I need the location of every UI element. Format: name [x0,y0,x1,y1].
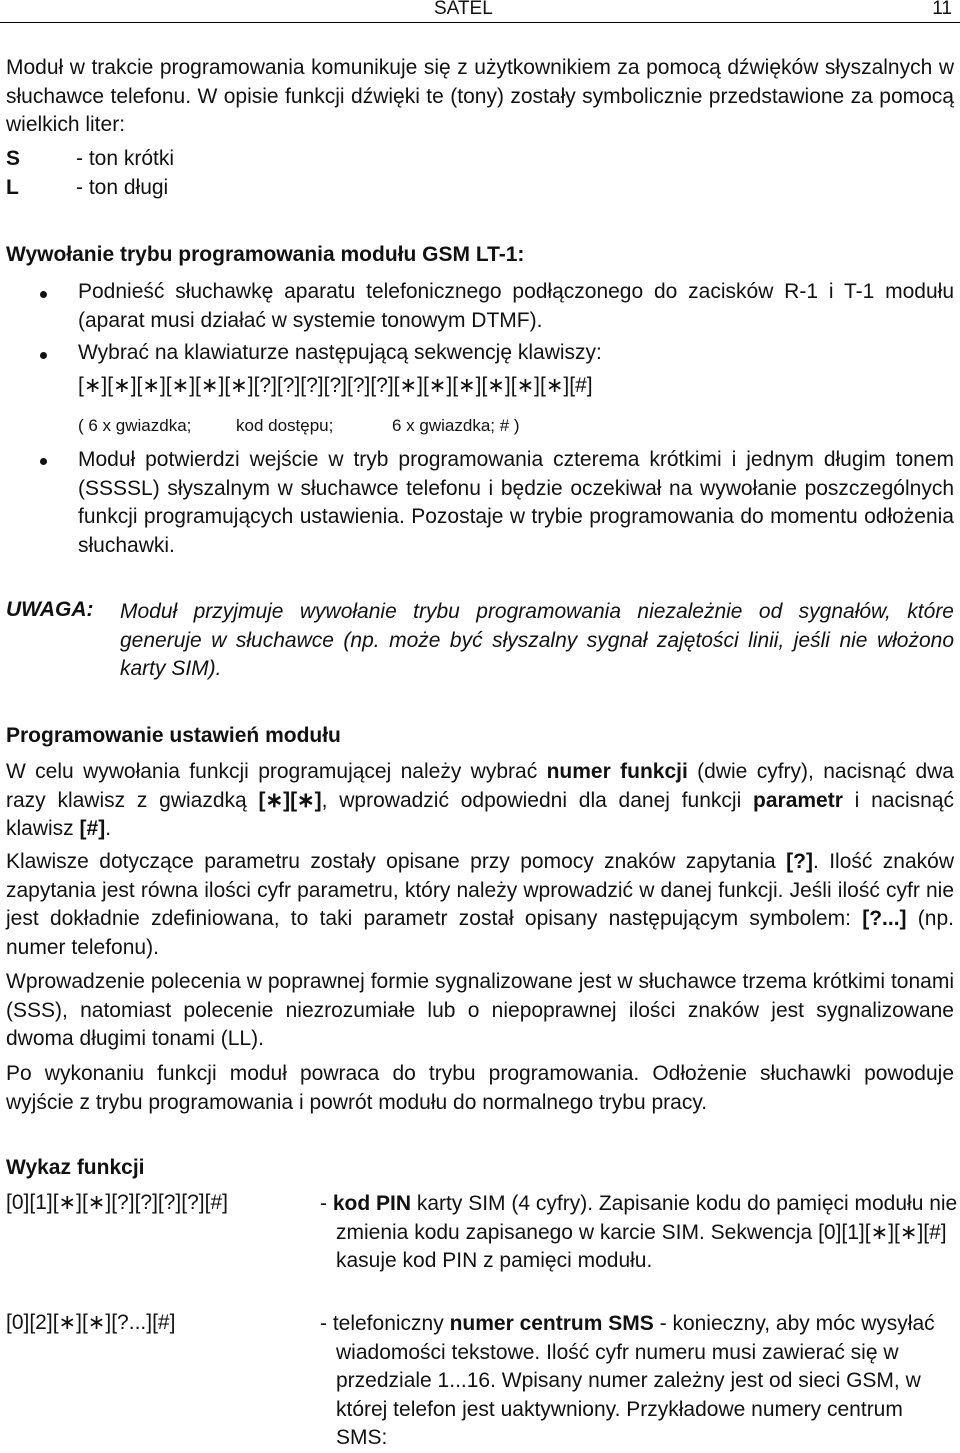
bullet-dot [40,352,47,359]
warning-label: UWAGA: [6,598,94,621]
tone-short-key: S [6,147,21,170]
programming-paragraph-2: Klawisze dotyczące parametru zostały opisane przy pomocy znaków zapytania [?]. Ilość znaków zapytania jest równa ilości cyfr parametru, który należy wprowadzić w danej funkcji. Jeśli ilość cyfr nie jest dokładnie zdefiniowana, to taki parametr został opisany następującym symbolem: [?...] (np. numer telefonu). [6,850,955,959]
sequence-legend-3: 6 x gwiazdka; # ) [392,416,520,435]
page-header [0,0,960,23]
bullet-dot [40,291,47,298]
gsm-heading: Wywołanie trybu programowania modułu GSM LT-1: [6,243,525,266]
step-confirm: Moduł potwierdzi wejście w tryb programowania czterema krótkimi i jednym długim tonem (SSSSL) słyszalnym w słuchawce telefonu i będzie oczekiwał na wywołanie poszczególnych funkcji programujących ustawienia. Pozostaje w trybie programowania do momentu odłożenia słuchawki. [78,448,954,557]
functions-heading: Wykaz funkcji [6,1156,145,1179]
function-01-code: [0][1][∗][∗][?][?][?][?][#] [6,1191,228,1214]
key-sequence: [∗][∗][∗][∗][∗][∗][?][?][?][?][?][?][∗][∗][∗][∗][∗][∗][#] [78,374,593,397]
programming-paragraph-4: Po wykonaniu funkcji moduł powraca do trybu programowania. Odłożenie słuchawki powoduje wyjście z trybu programowania i powrót modułu do normalnego trybu pracy. [6,1062,954,1114]
page-number: 11 [932,0,952,19]
function-02-desc: - telefoniczny numer centrum SMS - konieczny, aby móc wysyłać wiadomości tekstowe. Ilość cyfr numeru musi zawierać się w przedziale 1...16. Wpisany numer zależny jest od sieci GSM, w której telefon jest uaktywniony. Przykładowe numery centrum SMS: [320,1312,935,1449]
function-02-code: [0][2][∗][∗][?...][#] [6,1311,176,1334]
sequence-legend-1: ( 6 x gwiazdka; [78,416,192,435]
function-01-desc: - kod PIN karty SIM (4 cyfry). Zapisanie kodu do pamięci modułu nie zmienia kodu zapisanego w karcie SIM. Sekwencja [0][1][∗][∗][#] kasuje kod PIN z pamięci modułu. [320,1192,958,1272]
tone-long-key: L [6,176,19,199]
warning-text: Moduł przyjmuje wywołanie trybu programowania niezależnie od sygnałów, które generuje w słuchawce (np. może być słyszalny sygnał zajętości linii, jeśli nie włożono karty SIM). [120,600,954,680]
intro-paragraph: Moduł w trakcie programowania komunikuje się z użytkownikiem za pomocą dźwięków słyszalnych w słuchawce telefonu. W opisie funkcji dźwięki te (tony) zostały symbolicznie przedstawione za pomocą wielkich liter: [6,56,954,136]
tone-short-desc: - ton krótki [76,147,175,170]
programming-paragraph-1: W celu wywołania funkcji programującej należy wybrać numer funkcji (dwie cyfry), nacisnąć dwa razy klawisz z gwiazdką [∗][∗], wprowadzić odpowiedni dla danej funkcji parametr i nacisnąć klawisz [#]. [6,760,954,840]
sequence-legend-2: kod dostępu; [236,416,334,435]
programming-heading: Programowanie ustawień modułu [6,724,341,747]
bullet-dot [40,458,47,465]
step-dial-sequence: Wybrać na klawiaturze następującą sekwencję klawiszy: [78,341,602,364]
programming-paragraph-3: Wprowadzenie polecenia w poprawnej formie sygnalizowane jest w słuchawce trzema krótkimi tonami (SSS), natomiast polecenie niezrozumiałe lub o niepoprawnej ilości znaków jest sygnalizowane dwoma długimi tonami (LL). [6,970,954,1050]
header-brand: SATEL [434,0,493,19]
tone-long-desc: - ton długi [76,176,169,199]
step-lift-handset: Podnieść słuchawkę aparatu telefonicznego podłączonego do zacisków R-1 i T-1 modułu (aparat musi działać w systemie tonowym DTMF). [78,280,954,332]
